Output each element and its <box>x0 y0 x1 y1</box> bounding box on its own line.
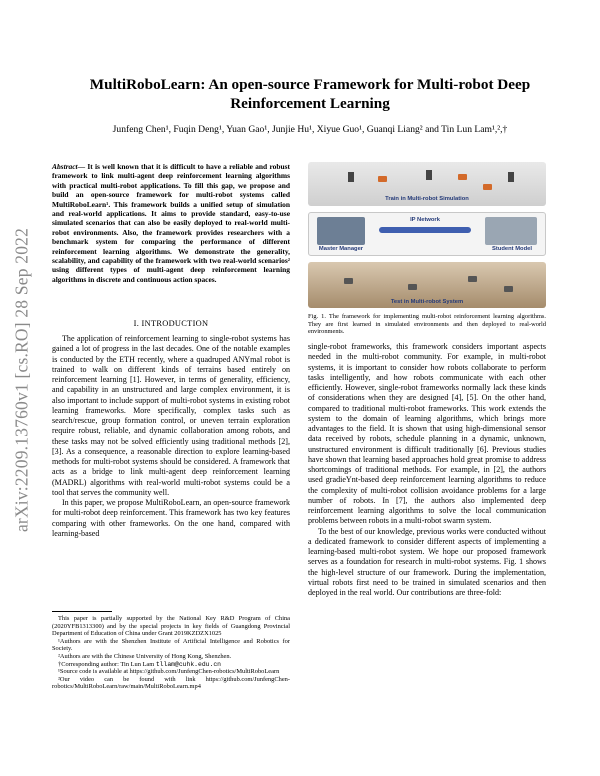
sim-robot <box>378 176 387 182</box>
sim-obstacle <box>508 172 514 182</box>
right-paragraph-1: single-robot frameworks, this framework considers important aspects needed in the multi-robot community. For example, in multi-robot systems, it is important to consider how robots collaborate to perform tasks intelligently, and how robots communicate with each other efficiently. However, single-robot frameworks normally lack these kinds of considerations when they are designed [4], [5]. On the other hand, compared to traditional multi-robot frameworks. This work extends the system to the domain of learning algorithms, which brings more advantages to the field. It is shown that using high-dimensional sensor data received by robots, schedule planning in a dynamic, unknown, unstructured environment is difficult traditionally [6]. Previous studies have shown that learning based approaches hold great promise to address shortcomings of traditional methods. For example, in [2], the authors used gradieYnt-based deep reinforcement learning algorithms to reduce the complexity of multi-robot collision avoidance problems for a large number of robots. In [7], the authors also implemented deep reinforcement learning algorithms to solve the local communication problems between robots in a multi-robot swarm system. <box>308 342 546 526</box>
section-heading: I. INTRODUCTION <box>133 319 209 328</box>
master-screen <box>317 217 365 245</box>
network-panel <box>308 212 546 256</box>
paper-title <box>60 75 560 113</box>
intro-paragraph-1: The application of reinforcement learning to single-robot systems has gained a lot of progress in the last decades. One of the notable examples is conducted by the ETH recently, where a quadruped ANYmal robot is trained to walk on different kinds of terrains based entirely on reinforcement learning [1]. However, in terms of generality, efficiency, and capability in an unstructured and large complex environment, it is also important to include support of multi-robot systems in existing robot learning frameworks. More specifically, complex tasks such as search/rescue, group formation control, or uneven terrain exploration require robust, reliable, and dynamic collaboration among robots, and these tasks may not be solved efficiently using traditional methods [2], [3]. As a consequence, a reasonable direction to explore learning-based methods for multi-robot systems should be considered. A framework that acts as a bridge to link multi-agent deep reinforcement learning (MADRL) algorithms with real-world multi-robot systems could be a tool that serves the community well. <box>52 334 290 497</box>
title-line-1: MultiRoboLearn: An open-source Framework for Multi-robot Deep <box>89 76 531 93</box>
student-screen <box>485 217 537 245</box>
abstract-label: Abstract <box>52 162 78 171</box>
abstract-text: — It is well known that it is difficult to have a reliable and robust framework to link multi-agent deep reinforcement learning algorithms with practical multi-robot applications. To fill this gap, we propose and build an open-source framework for multi-robot systems called MultiRoboLearn¹. This framework builds a unified setup of simulation and real-world applications. It aims to provide standard, easy-to-use simulated scenarios that can also be easily deployed to real-world multi-robot environments. Also, the framework provides researchers with a benchmark system for comparing the performance of different reinforcement learning algorithms. We demonstrate the generality, scalability, and capability of the framework with two real-world scenarios² using different types of multi-agent deep reinforcement learning algorithms in discrete and continuous action spaces. <box>52 162 290 284</box>
sim-obstacle <box>426 170 432 180</box>
simulation-panel <box>308 162 546 206</box>
simulation-label: Train in Multi-robot Simulation <box>385 196 469 202</box>
footnote-corresponding <box>52 661 290 669</box>
real-world-label: Test in Multi-robot System <box>390 299 464 305</box>
arxiv-identifier: arXiv:2209.13760v1 [cs.RO] 28 Sep 2022 <box>11 227 32 533</box>
right-paragraph-2: To the best of our knowledge, previous works were conducted without a dedicated framework to consider different aspects of implementing a learning-based multi-robot system. We hope our proposed framework serves as a foundation for research in multi-robot systems. Fig. 1 shows the high-level structure of our framework. During the implementation, virtual robots first need to be trained in simulated scenarios and then deployed in the real world. Our contributions are three-fold: <box>308 526 546 597</box>
real-world-panel <box>308 262 546 308</box>
real-robot <box>468 276 477 282</box>
footnote-affiliation-1: ¹Authors are with the Shenzhen Institute of Artificial Intelligence and Robotics for Society. <box>52 637 290 653</box>
real-robot <box>408 284 417 290</box>
footnote-rule <box>52 611 112 612</box>
intro-paragraph-2: In this paper, we propose MultiRoboLearn, an open-source framework for multi-robot deep reinforcement. This framework has two key features comparing with other frameworks. On the one hand, compared with learning-based <box>52 498 290 538</box>
footnote-affiliation-2: ²Authors are with the Chinese University of Hong Kong, Shenzhen. <box>58 652 232 660</box>
student-model-label: Student Model <box>492 246 532 252</box>
arxiv-stamp <box>2 180 42 580</box>
footnote-video[interactable]: ²Our video can be found with link https://github.com/JunfengChen-robotics/MultiRoboLearn/raw/main/MultiRoboLearn.mp4 <box>52 675 290 691</box>
sim-obstacle <box>348 172 354 182</box>
master-manager-label: Master Manager <box>318 246 364 252</box>
corresponding-author: †Corresponding author: Tin Lun Lam <box>58 660 156 668</box>
figure-1 <box>308 162 546 308</box>
network-link <box>379 227 471 233</box>
corresponding-email[interactable]: tllam@cuhk.edu.cn <box>155 660 222 668</box>
title-line-2: Reinforcement Learning <box>230 95 390 112</box>
figure-caption: Fig. 1. The framework for implementing multi-robot reinforcement learning algorithms. They are first learned in simulated environments and then deployed to real-world environments. <box>308 313 546 336</box>
introduction-body <box>52 334 290 539</box>
right-column-body <box>308 342 546 598</box>
sim-robot <box>458 174 467 180</box>
abstract <box>52 162 290 284</box>
footnote-funding: This paper is partially supported by the National Key R&D Program of China (2020YFB1313300) and by the special projects in key fields of Guangdong Provincial Department of Education of China under Grant 2019KZDZX1025 <box>52 615 290 638</box>
footnotes <box>52 611 290 691</box>
sim-robot <box>483 184 492 190</box>
real-robot <box>344 278 353 284</box>
footnote-source-code[interactable]: ¹Source code is available at https://github.com/JunfengChen-robotics/MultiRoboLearn <box>58 668 280 676</box>
author-list: Junfeng Chen¹, Fuqin Deng¹, Yuan Gao¹, Junjie Hu¹, Xiyue Guo¹, Guanqi Liang² and Tin Lun Lam¹,²,† <box>112 124 508 135</box>
network-label: IP Network <box>410 217 440 223</box>
real-robot <box>504 286 513 292</box>
